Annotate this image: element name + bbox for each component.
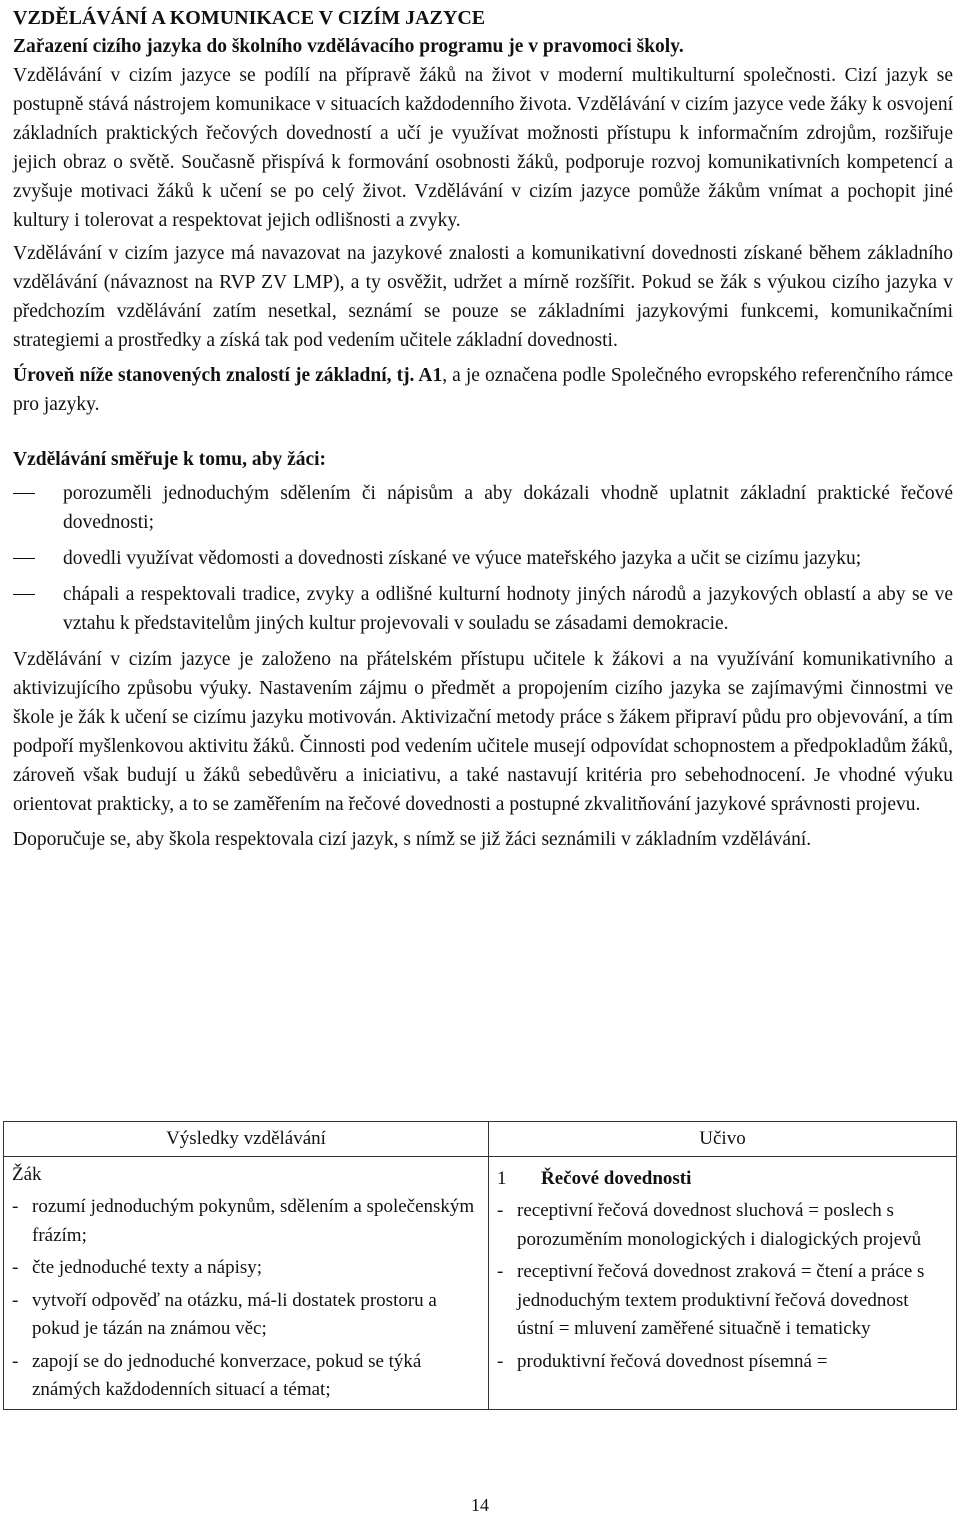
table-body-row [4,1157,957,1410]
dash-bullet-icon [13,558,35,559]
section-heading [497,1165,948,1193]
continuity-paragraph: Vzdělávání v cizím jazyce má navazovat na jazykové znalosti a komunikativní dovednosti získané během základního vzdělávání (návaznost na RVP ZV LMP), a ty osvěžit, udržet a mírně rozšířit. Pokud se žák s výukou cizího jazyka v předchozím vzdělávání zatím nesetkal, seznámí se pouze se základními jazykovými funkcemi, komunikačními strategiemi a prostředky a získá tak pod vedením učitele základní dovednosti. [13,243,953,351]
outcome-text: rozumí jednoduchým pokynům, sdělením a společenským frázím; [32,1196,475,1246]
directed-list [13,479,953,638]
outcome-text: čte jednoduché texty a nápisy; [32,1257,263,1278]
curriculum-text: receptivní řečová dovednost zraková = čtení a práce s jednoduchým textem produktivní řečová dovednost ústní = mluvení zaměřené situačně i tematicky [517,1261,925,1339]
dash-bullet-icon [13,493,35,494]
item-marker: - [497,1350,504,1372]
pupil-label: Žák [12,1164,42,1185]
directed-item-text: dovedli využívat vědomosti a dovednosti získané ve výuce mateřského jazyka a učit se cizímu jazyku; [63,548,862,569]
level-paragraph [13,361,953,419]
curriculum-item [497,1197,948,1254]
section-title: Řečové dovednosti [541,1168,692,1189]
left-column-header [4,1122,489,1157]
right-header-text: Učivo [699,1128,746,1149]
curriculum-text: receptivní řečová dovednost sluchová = poslech s porozuměním monologických i dialogických projevů [517,1200,922,1250]
outcome-item [12,1348,480,1405]
outcome-item [12,1193,480,1250]
directed-item [13,580,953,638]
level-bold-text: Úroveň níže stanovených znalostí je základní, tj. A1 [13,365,443,386]
document-subtitle: Zařazení cizího jazyka do školního vzdělávacího programu je v pravomoci školy. [13,36,684,57]
item-marker: - [12,1196,19,1217]
item-marker: - [497,1200,504,1221]
recommendation-paragraph: Doporučuje se, aby škola respektovala cizí jazyk, s nímž se již žáci seznámili v základním vzdělávání. [13,829,812,850]
directed-item-text: chápali a respektovali tradice, zvyky a odlišné kulturní hodnoty jiných národů a jazykových oblastí a aby se ve vztahu k představitelům jiných kultur projevovali v souladu se zásadami demokracie. [63,584,953,634]
document-page [13,4,953,854]
method-paragraph: Vzdělávání v cizím jazyce je založeno na přátelském přístupu učitele k žákovi a na využívání komunikativního a aktivizujícího způsobu výuky. Nastavením zájmu o předmět a propojením cizího jazyka se zajímavými činnostmi ve škole je žák k učení se cizímu jazyku motivován. Aktivizační metody práce s žákem připraví půdu pro objevování, a tím podpoří myšlenkovou aktivitu žáků. Činnosti pod vedením učitele musejí odpovídat schopnostem a předpokladům žáků, zároveň však budují u žáků sebedůvěru a iniciativu, a také nastavují kritéria pro sebehodnocení. Je vhodné výuku orientovat prakticky, a to se zaměřením na řečové dovednosti a postupné zkvalitňování jazykové správnosti projevu. [13,649,953,815]
dash-bullet-icon [13,594,35,595]
item-marker: - [12,1350,19,1372]
right-column-header [489,1122,957,1157]
item-marker: - [12,1257,19,1278]
left-column-cell [4,1157,489,1410]
directed-item [13,479,953,537]
outcome-item [12,1254,480,1283]
directed-item-text: porozuměli jednoduchým sdělením či nápisům a aby dokázali vhodně uplatnit základní praktické řečové dovednosti; [63,483,953,533]
intro-paragraph: Vzdělávání v cizím jazyce se podílí na přípravě žáků na život v moderní multikulturní společnosti. Cizí jazyk se postupně stává nástrojem komunikace v situacích každodenního života. Vzdělávání v cizím jazyce vede žáky k osvojení základních praktických řečových dovedností a učí je využívat možnosti přístupu k informačním zdrojům, rozšiřuje jejich obraz o světě. Současně přispívá k formování osobnosti žáků, podporuje rozvoj komunikativních kompetencí a zvyšuje motivaci žáků k učení se po celý život. Vzdělávání v cizím jazyce pomůže žákům vnímat a pochopit jiné kultury i tolerovat a respektovat jejich odlišnosti a zvyky. [13,65,953,231]
outcome-item [12,1287,480,1344]
curriculum-text: produktivní řečová dovednost písemná = [517,1350,828,1372]
directed-heading: Vzdělávání směřuje k tomu, aby žáci: [13,449,327,470]
outcomes-table-wrap [3,1121,957,1410]
outcome-text: vytvoří odpověď na otázku, má-li dostatek prostoru a pokud je tázán na známou věc; [32,1289,437,1339]
section-number: 1 [497,1168,507,1189]
level-rest-text: , a je označena podle Společného evropského referenčního rámce pro jazyky. [13,365,953,415]
table-header-row [4,1122,957,1157]
item-marker: - [497,1261,504,1282]
right-column-cell [489,1157,957,1410]
left-header-text: Výsledky vzdělávání [166,1128,326,1149]
curriculum-item [497,1348,948,1377]
curriculum-item [497,1258,948,1344]
directed-item [13,544,953,573]
document-title: VZDĚLÁVÁNÍ A KOMUNIKACE V CIZÍM JAZYCE [13,7,486,29]
outcomes-table [3,1121,957,1410]
outcome-text: zapojí se do jednoduché konverzace, pokud se týká známých každodenních situací a témat; [32,1350,422,1400]
page-number: 14 [471,1495,489,1515]
item-marker: - [12,1289,19,1311]
